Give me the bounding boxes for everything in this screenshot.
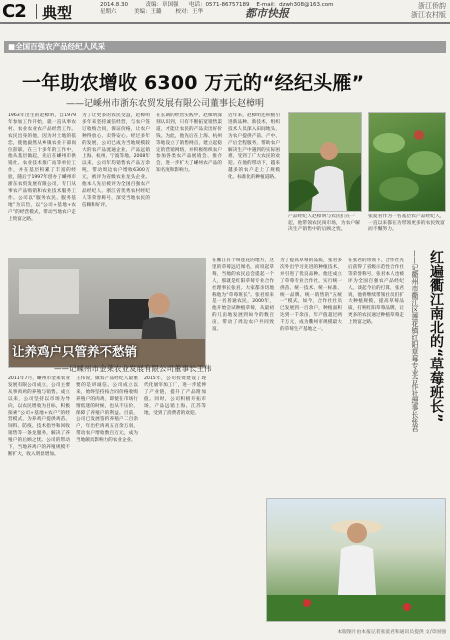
article2-body-col1: 2011年7月，嵊州市金莱农业发展有限公司成立，公司主要从事肉鸡的养殖与销售。成立以来，公司坚持以市场为导向，以农民增收为目标，积极探索“公司+基地+农户”的经营模式，为养鸡户提供鸡苗、饲料、防疫、技术指导和回收销售等一条龙服务，解决了养殖户的后顾之忧。公司的带动下，当地养鸡户的养殖规模不断扩大，收入明显增加。 [8,376,70,457]
right-photo [368,112,446,212]
section-title: 典型 [42,4,73,22]
masthead-divider [36,4,37,19]
column-banner: ■全国百强农产品经纪人风采 [4,41,446,53]
article2-body-col3: 2015年，公司投资建设了现代化屠宰加工厂，进一步延伸了产业链，提升了产品附加值。同时，公司积极开拓市场，产品远销上海、江苏等地，受到了消费者的欢迎。 [144,376,206,416]
newspaper-logo: 都市快报 [245,7,289,20]
article1-body-col1: 1963年出生的赵樟明，自1979年参加工作开始，就一直从事农村、农业农业农产品经营工作。农民出身的他，因为对土地的依恋，使他毅然从乡镇农业干部岗位辞职。在三十多年的工作中，他从基层做起，先后在嵊州市供销社、农业技术推广站等单位工作，并在基层积累了丰富的经验，随后于1997年创办了嵊州市浙东农贸发展有限公司，专门从事农产品购销和农业技术服务工作。公司以“服务农民、服务基地”为宗旨，以“公司+基地+农户”的经营模式，带动当地农户走上致富之路。 [8,113,76,222]
masthead [0,0,450,24]
article1-photo-caption: 产品经纪人赵樟明与农民们在一起，他带领农民闯市场，为农户解决生产销售中的后顾之忧。 [288,214,360,233]
crop-photo-illustration [369,113,446,212]
article3-headline: 红遍衢江南北的“草莓班长” [428,250,444,423]
meta-line-1: 2014.8.30 责编：章国强 电话：0571-86757189 E-mail：dzwh308@163.com [100,2,334,8]
article1-body-col3: 在长期的经营实践中，赵樟明深刻认识到，只有不断拓宽销售渠道，才能让农民的产品卖出好价钱。为此，他先后在上海、杭州等地设立了销售网点，建立起稳定的营销网络，并积极组织农户参加各类农产品展销会、推介会，进一步扩大了嵊州农产品的知名度和影响力。 [156,113,222,174]
strawberry-farmer-illustration [267,499,446,622]
article1-subhead: ——记嵊州市浙东农贸发展有限公司董事长赵樟明 [66,99,265,109]
article2-subhead: ——记嵊州市金莱农业发展有限公司董事长王伟 [54,364,212,373]
person-photo-illustration [289,113,362,212]
article2-headline: 让养鸡户只管养不愁销 [12,344,138,359]
article2-body-col2: 王伟说，做农产品经纪人最重要的是讲诚信。公司成立以来，始终坚持按合同价格收购养殖户的肉鸡，即使在市场行情低迷的时候，也从不压价，保障了养殖户的利益。目前，公司已发展签约养殖户二百余户，年出栏肉鸡五百余万羽，带动农户增收数百万元，成为当地颇具影响力的农业企业。 [76,376,138,444]
article1-body-col2: 为了让更多的农民受益，赵樟明多年来坚持诚信经营，与农户签订收购合同，保证价格，让农户种得放心、卖得安心。经过多年的发展，公司已成为当地规模较大的农产品流通企业，产品远销上海、杭州、宁波等地。2008年以来，公司年均销售农产品万余吨，带动周边农户增收6300万元，被评为省级农业龙头企业。他本人先后被评为全国百强农产品经纪人、浙江省优秀农村经纪人等荣誉称号，深受当地农民的信赖和好评。 [82,113,150,208]
article1-body-col4: 近年来，赵樟明还积极引进新品种、新技术，组织技术人员深入田间地头，为农户提供产前、产中、产后全程服务，帮助农户解决生产中遇到的实际困难，受到了广大农民的欢迎。在他的带动下，越来越多的农户走上了规模化、标准化的种植道路。 [228,113,280,181]
right-photo-caption: 张爱君作为一名基层农产品经纪人，一直以来都在为带领更多的农民致富而不懈努力。 [368,214,445,233]
article3-photo [266,498,446,622]
edition-region: 浙江农村版 [411,11,446,19]
page-number: C2 [2,1,26,22]
photo-credit: 本版图片由本报记者张爱君和通讯员提供 文/章国强 [337,630,446,635]
article3-body-col1: 在衢江有个叫莲花的地方，这里的草莓远近闻名，而说起草莓，当地的农民总会提起一个人，那就是红阳草莓专业合作社理事长张君。大家都亲切地称他为“草莓班长”。张君原来是一名普通农民，2000年，他开始尝试种植草莓，从最初的几亩地发展到如今的数百亩，带动了周边农户共同致富。 [212,258,274,333]
masthead-meta [100,2,334,16]
meta-line-2: 星期六 美编：王璐 校对：王华 [100,9,203,15]
article3-body-col2: 为了提高草莓的品质，张君多次外出学习先进的种植技术，并引进了优良品种。他还成立了草莓专业合作社，实行统一供苗、统一技术、统一标准、统一品牌、统一销售的“五统一”模式。如今，合作社社员已发展到一百余户，种植面积达到一千余亩，年产值超过两千万元，成为衢州市规模最大的草莓生产基地之一。 [280,258,342,333]
article3-body-col3: 在张君的带领下，合作社先后获得了省级示范性合作社等荣誉称号，张君本人也被评为全国百强农产品经纪人。谈起今后的打算，张君说，他将继续带领社员们扩大种植规模，提高草莓品质，打响红阳草莓品牌，让更多的农民通过种植草莓走上致富之路。 [348,258,404,326]
paper-name: 浙江侨韵 [418,2,446,10]
article1-headline: 一年助农增收 6300 万元的“经纪头雁” [22,72,365,94]
article3-subhead: ——记衢州市衢江区莲花镇红阳草莓专业合作社理事长张君 [411,250,419,432]
masthead-right [411,2,446,20]
article1-photo [288,112,362,212]
